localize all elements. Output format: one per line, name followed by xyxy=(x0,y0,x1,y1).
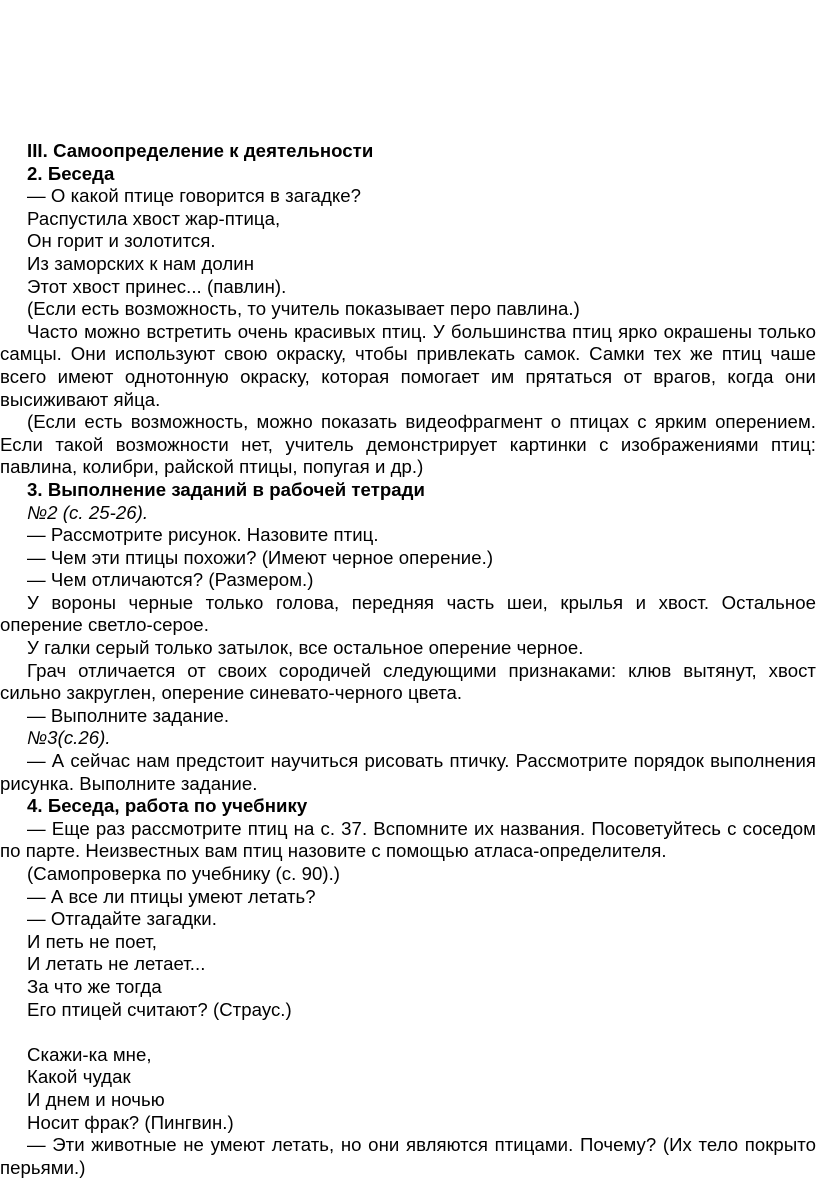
dialog-line: — Отгадайте загадки. xyxy=(27,908,217,930)
section-heading-workbook: 3. Выполнение заданий в рабочей тетради xyxy=(27,478,425,500)
riddle-line: И петь не поет, xyxy=(27,930,157,952)
riddle-line: Скажи-ка мне, xyxy=(27,1043,152,1065)
task-number-2: №2 (с. 25-26). xyxy=(27,501,149,523)
dialog-line: — Чем отличаются? (Размером.) xyxy=(27,569,314,591)
riddle-line: И днем и ночью xyxy=(27,1088,165,1110)
paragraph-jackdaw: У галки серый только затылок, все остальное оперение черное. xyxy=(27,637,584,659)
riddle-line: И летать не летает... xyxy=(27,953,206,975)
subheading-conversation: 2. Беседа xyxy=(27,162,115,184)
dialog-line: — Выполните задание. xyxy=(27,704,230,726)
paragraph-rook: Грач отличается от своих сородичей следующими признаками: клюв вытянут, хвост сильно закруглен, оперение синевато-черного цвета. xyxy=(0,659,816,704)
riddle-line: За что же тогда xyxy=(27,975,162,997)
paragraph-drawing: — А сейчас нам предстоит научиться рисовать птичку. Рассмотрите порядок выполнения рисунка. Выполните задание. xyxy=(0,750,816,794)
paragraph-final: — Эти животные не умеют летать, но они являются птицами. Почему? (Их тело покрыто перьями.) xyxy=(0,1134,816,1178)
task-number-3: №3(с.26). xyxy=(27,727,111,749)
paragraph-bright-birds: Часто можно встретить очень красивых птиц. У большинства птиц ярко окрашены только самцы. Они используют свою окраску, чтобы привлекать самок. Самки тех же птиц чаше всего имеют однотонную окраску, которая помогает им прятаться от врагов, когда они высиживают яйца. xyxy=(0,320,816,410)
paragraph-crow: У вороны черные только голова, передняя часть шеи, крылья и хвост. Остальное оперение светло-серое. xyxy=(0,591,816,636)
section-heading-self-determination: III. Самоопределение к деятельности xyxy=(27,140,374,161)
riddle-line: Из заморских к нам долин xyxy=(27,252,255,274)
riddle-line: Этот хвост принес... (павлин). xyxy=(27,275,287,297)
dialog-line: — Чем эти птицы похожи? (Имеют черное оперение.) xyxy=(27,546,494,568)
riddle-line: Его птицей считают? (Страус.) xyxy=(27,998,292,1020)
paragraph-look-birds: — Еще раз рассмотрите птиц на с. 37. Вспомните их названия. Посоветуйтесь с соседом по парте. Неизвестных вам птиц назовите с помощью атласа-определителя. xyxy=(0,817,816,862)
teacher-note: (Если есть возможность, то учитель показывает перо павлина.) xyxy=(27,298,580,320)
dialog-line: — Рассмотрите рисунок. Назовите птиц. xyxy=(27,524,379,546)
teacher-note-video: (Если есть возможность, можно показать видеофрагмент о птицах с ярким оперением. Если такой возможности нет, учитель демонстрирует картинки с изображениями птиц: павлина, колибри, райской птицы, попугая и др.) xyxy=(0,411,816,478)
section-heading-textbook: 4. Беседа, работа по учебнику xyxy=(27,795,308,817)
riddle-line: Распустила хвост жар-птица, xyxy=(27,207,281,229)
blank-line xyxy=(0,1021,816,1044)
riddle-line: Он горит и золотится. xyxy=(27,230,216,252)
question-riddle: — О какой птице говорится в загадке? xyxy=(27,185,362,207)
dialog-line: — А все ли птицы умеют летать? xyxy=(27,885,316,907)
riddle-line: Какой чудак xyxy=(27,1066,131,1088)
document-page xyxy=(0,140,816,1179)
self-check-note: (Самопроверка по учебнику (с. 90).) xyxy=(27,863,341,884)
riddle-line: Носит фрак? (Пингвин.) xyxy=(27,1111,234,1133)
